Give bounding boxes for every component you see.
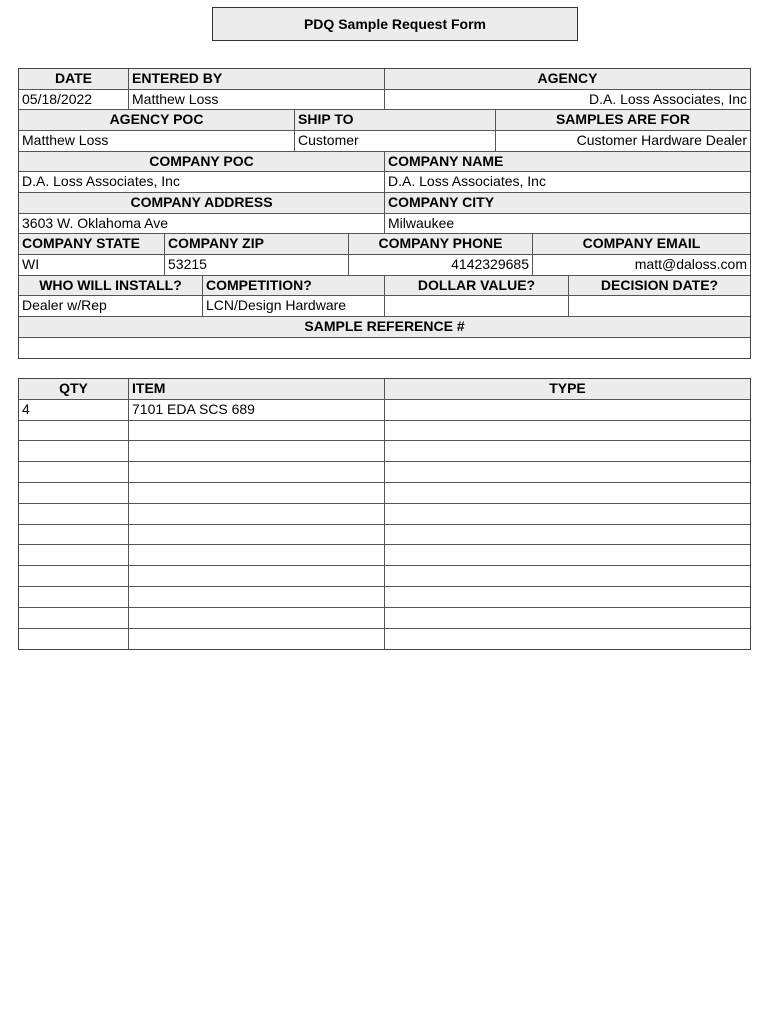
item-cell[interactable] [129,566,385,586]
qty-cell[interactable] [19,545,129,565]
form-row-header-1 [19,69,750,90]
table-row [19,545,750,566]
type-cell[interactable] [385,400,750,420]
sample-reference-field[interactable] [19,338,750,359]
date-field[interactable]: 05/18/2022 [19,90,129,110]
type-cell[interactable] [385,566,750,586]
form-row-values-1 [19,90,750,111]
entered-by-field[interactable]: Matthew Loss [129,90,385,110]
table-row [19,462,750,483]
competition-label: COMPETITION? [203,276,385,296]
company-state-field[interactable]: WI [19,255,165,275]
company-email-field[interactable]: matt@daloss.com [634,255,747,272]
company-city-field[interactable]: Milwaukee [388,214,455,231]
agency-poc-field[interactable]: Matthew Loss [19,131,295,151]
item-cell[interactable] [129,608,385,628]
samples-for-label: SAMPLES ARE FOR [555,111,691,128]
form-row-values-3 [19,172,750,193]
request-form-table [18,68,751,359]
company-address-label: COMPANY ADDRESS [19,193,385,213]
qty-cell[interactable] [19,608,129,628]
form-row-header-6 [19,276,750,297]
who-install-label: WHO WILL INSTALL? [19,276,203,296]
form-row-header-4 [19,193,750,214]
qty-cell[interactable] [19,629,129,650]
qty-cell[interactable] [19,462,129,482]
dollar-value-field[interactable] [385,296,569,316]
type-cell[interactable] [385,441,750,461]
item-cell[interactable] [129,441,385,461]
sample-reference-label: SAMPLE REFERENCE # [304,317,465,334]
company-email-label: COMPANY EMAIL [582,235,701,252]
table-row [19,525,750,546]
decision-date-field[interactable] [569,296,750,316]
agency-label: AGENCY [537,70,598,86]
item-header: ITEM [129,379,385,399]
company-zip-field[interactable]: 53215 [165,255,349,275]
samples-for-field[interactable]: Customer Hardware Dealer [576,131,747,148]
company-poc-label: COMPANY POC [19,152,385,172]
qty-cell[interactable]: 4 [19,400,129,420]
form-row-header-7 [19,317,750,338]
company-address-field[interactable]: 3603 W. Oklahoma Ave [19,214,385,234]
form-title: PDQ Sample Request Form [212,7,578,41]
qty-cell[interactable] [19,441,129,461]
table-row [19,587,750,608]
form-row-values-6 [19,296,750,317]
company-phone-field[interactable]: 4142329685 [349,255,533,275]
qty-cell[interactable] [19,566,129,586]
type-cell[interactable] [385,629,750,650]
item-cell[interactable] [129,545,385,565]
type-cell[interactable] [385,587,750,607]
table-row [19,483,750,504]
type-cell[interactable] [385,504,750,524]
table-row [19,608,750,629]
decision-date-label: DECISION DATE? [600,276,719,293]
company-phone-label: COMPANY PHONE [349,234,533,254]
item-cell[interactable] [129,587,385,607]
table-row [19,441,750,462]
type-cell[interactable] [385,483,750,503]
who-install-field[interactable]: Dealer w/Rep [19,296,203,316]
date-label: DATE [19,69,129,89]
type-cell[interactable] [385,421,750,441]
qty-cell[interactable] [19,483,129,503]
item-cell[interactable] [129,504,385,524]
ship-to-label: SHIP TO [295,110,496,130]
items-table [18,378,751,650]
table-row [19,400,750,421]
item-cell[interactable]: 7101 EDA SCS 689 [129,400,385,420]
form-row-header-5 [19,234,750,255]
form-row-values-4 [19,214,750,235]
competition-field[interactable]: LCN/Design Hardware [203,296,385,316]
qty-cell[interactable] [19,525,129,545]
company-poc-field[interactable]: D.A. Loss Associates, Inc [19,172,385,192]
type-cell[interactable] [385,525,750,545]
qty-header: QTY [19,379,129,399]
entered-by-label: ENTERED BY [129,69,385,89]
form-row-values-7 [19,338,750,359]
table-row [19,566,750,587]
item-cell[interactable] [129,629,385,650]
form-row-header-3 [19,152,750,173]
dollar-value-label: DOLLAR VALUE? [385,276,569,296]
item-cell[interactable] [129,462,385,482]
company-state-label: COMPANY STATE [19,234,165,254]
agency-field[interactable]: D.A. Loss Associates, Inc [589,90,747,107]
item-cell[interactable] [129,483,385,503]
qty-cell[interactable] [19,587,129,607]
type-cell[interactable] [385,545,750,565]
ship-to-field[interactable]: Customer [295,131,496,151]
type-cell[interactable] [385,608,750,628]
table-row [19,504,750,525]
qty-cell[interactable] [19,504,129,524]
item-cell[interactable] [129,421,385,441]
form-row-values-5 [19,255,750,276]
form-row-values-2 [19,131,750,152]
type-header: TYPE [549,380,586,396]
qty-cell[interactable] [19,421,129,441]
company-city-label: COMPANY CITY [388,193,495,210]
item-cell[interactable] [129,525,385,545]
form-row-header-2 [19,110,750,131]
company-zip-label: COMPANY ZIP [165,234,349,254]
table-row [19,421,750,442]
company-name-label: COMPANY NAME [388,152,504,169]
items-header-row [19,379,750,400]
company-name-field[interactable]: D.A. Loss Associates, Inc [388,173,546,190]
agency-poc-label: AGENCY POC [19,110,295,130]
type-cell[interactable] [385,462,750,482]
table-row [19,629,750,650]
